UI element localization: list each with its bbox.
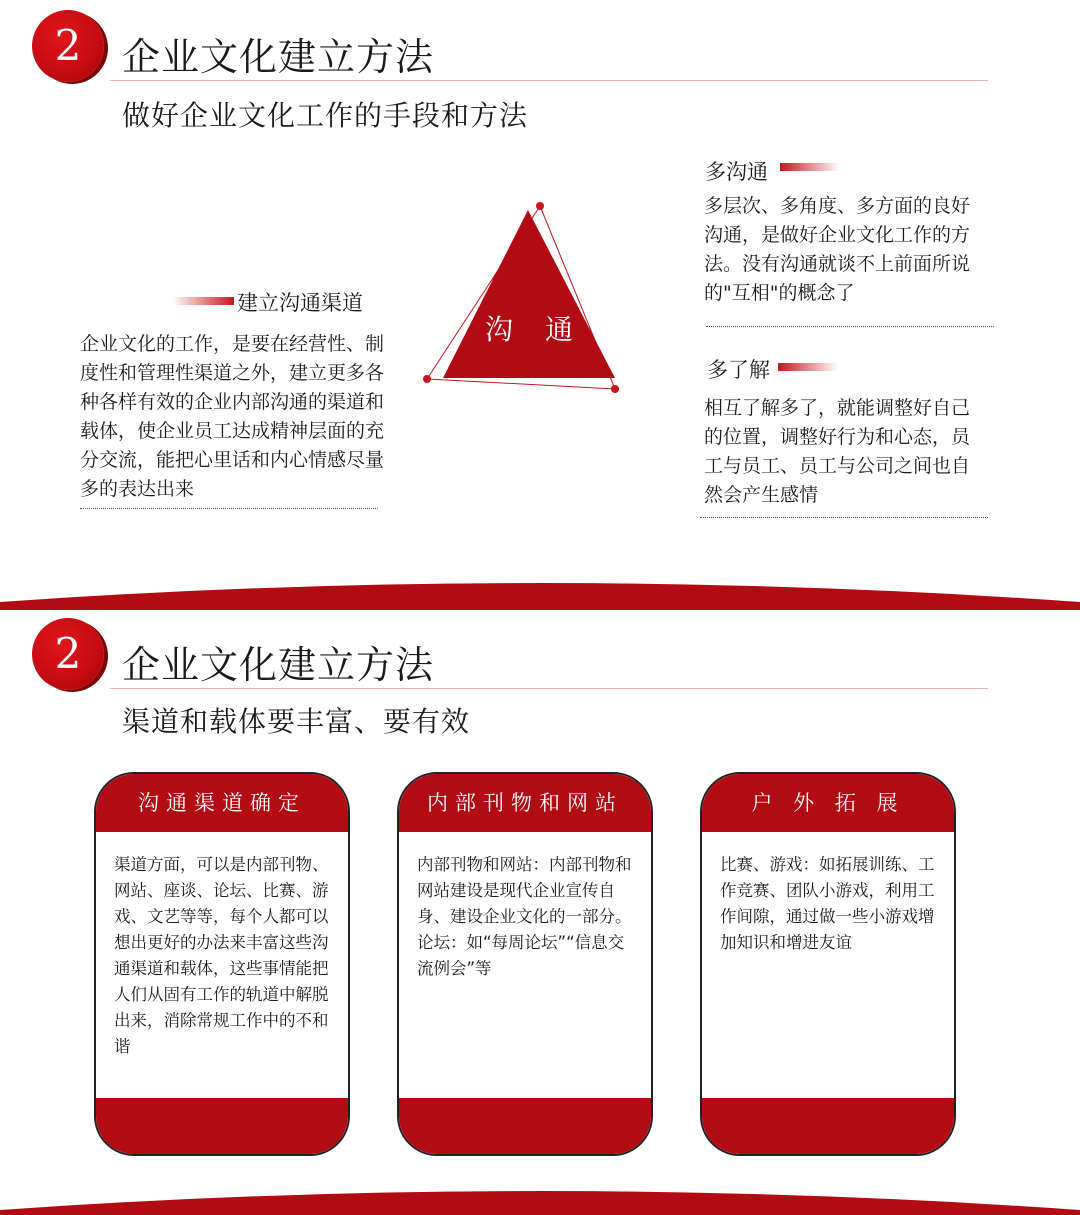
card-channel-definition — [94, 772, 350, 1156]
card-header: 户 外 拓 展 — [702, 774, 954, 832]
triangle-outline-bottom — [427, 379, 615, 389]
card-footer — [399, 1098, 651, 1154]
card-outdoor-activities — [700, 772, 956, 1156]
left-heading-bar — [172, 297, 234, 305]
right-top-paragraph: 多层次、多角度、多方面的良好沟通，是做好企业文化工作的方法。没有沟通就谈不上前面所说的"互相"的概念了 — [704, 195, 971, 304]
card-paragraph: 论坛：如“每周论坛”“信息交流例会”等 — [417, 933, 625, 978]
card-footer — [96, 1098, 348, 1154]
section-subtitle: 渠道和载体要丰富、要有效 — [122, 705, 471, 738]
section-subtitle: 做好企业文化工作的手段和方法 — [122, 99, 529, 132]
card-paragraph: 比赛、游戏：如拓展训练、工作竞赛、团队小游戏，利用工作间隙，通过做一些小游戏增加知识和增进友谊 — [720, 855, 935, 952]
right-bottom-dotted-divider — [700, 517, 988, 518]
card-header: 内部刊物和网站 — [399, 774, 651, 832]
right-bottom-paragraph: 相互了解多了，就能调整好自己的位置，调整好行为和心态，员工与员工、员工与公司之间也自然会产生感情 — [704, 397, 971, 506]
triangle-label: 沟 通 — [484, 313, 575, 346]
bottom-swoosh — [0, 1180, 1080, 1215]
right-bottom-heading-bar — [778, 363, 838, 371]
right-top-dotted-divider — [706, 326, 994, 327]
right-bottom-heading: 多了解 — [707, 358, 770, 382]
card-body — [702, 832, 954, 956]
card-footer — [702, 1098, 954, 1154]
right-top-heading-bar — [780, 163, 840, 171]
title-underline — [110, 688, 988, 689]
card-internal-publications — [397, 772, 653, 1156]
section-title: 企业文化建立方法 — [122, 35, 435, 79]
card-body — [399, 832, 651, 982]
section-number-badge: 2 — [32, 618, 104, 690]
card-paragraph: 内部刊物和网站：内部刊物和网站建设是现代企业宣传自身、建设企业文化的一部分。 — [417, 855, 632, 926]
card-body — [96, 832, 348, 1060]
card-paragraph: 渠道方面，可以是内部刊物、网站、座谈、论坛、比赛、游戏、文艺等等，每个人都可以想出更好的办法来丰富这些沟通渠道和载体，这些事情能把人们从固有工作的轨道中解脱出来，消除常规工作中的不和谐 — [114, 855, 329, 1056]
title-underline — [110, 80, 988, 81]
triangle-dot-top — [536, 202, 544, 210]
communication-triangle — [415, 196, 630, 396]
left-paragraph: 企业文化的工作，是要在经营性、制度性和管理性渠道之外，建立更多各种各样有效的企业内部沟通的渠道和载体，使企业员工达成精神层面的充分交流，能把心里话和内心情感尽量多的表达出来 — [80, 333, 385, 500]
triangle-dot-right — [611, 385, 619, 393]
section-number-badge: 2 — [32, 10, 104, 82]
section-divider-swoosh — [0, 570, 1080, 610]
left-heading: 建立沟通渠道 — [237, 291, 363, 315]
left-dotted-divider — [80, 508, 378, 509]
triangle-dot-left — [423, 375, 431, 383]
section-title: 企业文化建立方法 — [122, 643, 435, 687]
card-header: 沟通渠道确定 — [96, 774, 348, 832]
right-top-heading: 多沟通 — [705, 160, 768, 184]
triangle-fill — [443, 210, 615, 378]
